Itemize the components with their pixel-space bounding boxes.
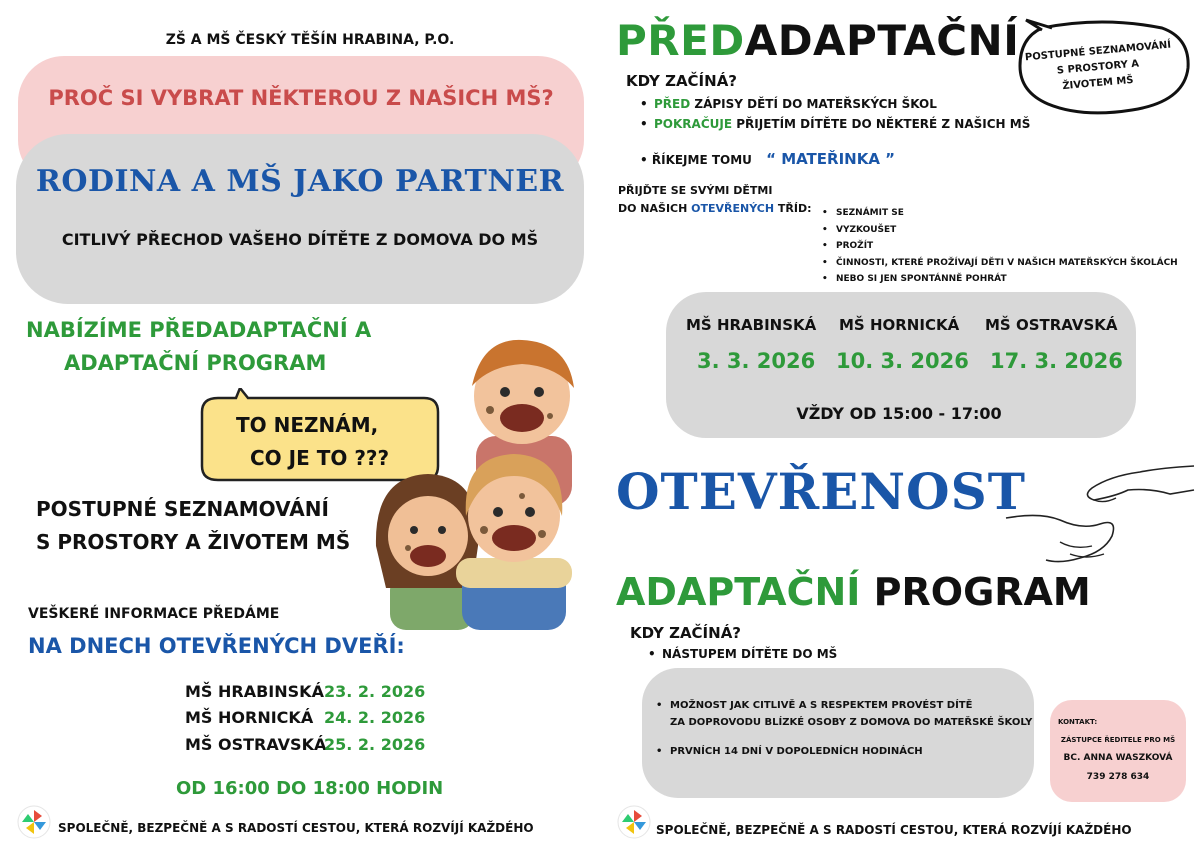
adapt-when: KDY ZAČÍNÁ? <box>630 624 742 642</box>
hands-illustration-icon <box>1000 460 1196 576</box>
session-date: 10. 3. 2026 <box>836 349 969 373</box>
activity-item: • ČINNOSTI, KTERÉ PROŽÍVAJÍ DĚTI V NAŠICH MATEŘSKÝCH ŠKOLÁCH <box>822 255 1178 272</box>
call-it: • ŘÍKEJME TOMU “ MATEŘINKA ” <box>640 150 896 168</box>
pre-title-black: ADAPTAČNÍ <box>744 16 1020 65</box>
family-subtitle: CITLIVÝ PŘECHOD VAŠEHO DÍTĚTE Z DOMOVA DO MŠ <box>61 230 539 249</box>
adapt-box-item: • MOŽNOST JAK CITLIVĚ A S RESPEKTEM PROVÉST DÍTĚ ZA DOPROVODU BLÍZKÉ OSOBY Z DOMOVA DO MATEŘSKÉ ŠKOLY <box>656 697 1032 731</box>
activity-item: • VYZKOUŠET <box>822 222 1178 239</box>
pre-bullet: • PŘED ZÁPISY DĚTÍ DO MATEŘSKÝCH ŠKOL <box>640 94 1030 114</box>
open-day-school: MŠ HRABINSKÁ <box>185 682 324 701</box>
session-school: MŠ HORNICKÁ <box>839 316 960 334</box>
gradual-line-2: S PROSTORY A ŽIVOTEM MŠ <box>36 530 351 554</box>
bubble-line-1: TO NEZNÁM, <box>236 413 379 437</box>
school-name: ZŠ A MŠ ČESKÝ TĚŠÍN HRABINA, P.O. <box>165 32 455 48</box>
activity-item: • PROŽÍT <box>822 238 1178 255</box>
open-day-school: MŠ OSTRAVSKÁ <box>185 735 327 754</box>
pre-when: KDY ZAČÍNÁ? <box>626 72 738 90</box>
session-school: MŠ OSTRAVSKÁ <box>985 316 1118 334</box>
school-logo-icon <box>616 804 652 840</box>
open-day-date: 23. 2. 2026 <box>324 682 426 701</box>
pre-bullets <box>640 94 1030 134</box>
pre-title <box>616 16 1019 65</box>
offer-line-1: NABÍZÍME PŘEDADAPTAČNÍ A <box>26 318 372 342</box>
right-footer: SPOLEČNĚ, BEZPEČNĚ A S RADOSTÍ CESTOU, KTERÁ ROZVÍJÍ KAŽDÉHO <box>656 823 1132 837</box>
adapt-box-list <box>656 697 1032 760</box>
family-title: RODINA A MŠ JAKO PARTNER <box>35 164 565 199</box>
children-illustration-icon <box>372 326 598 632</box>
contact-name: BC. ANNA WASZKOVÁ <box>1063 753 1173 763</box>
openness-title: OTEVŘENOST <box>616 462 1026 521</box>
activities-list <box>822 205 1178 288</box>
open-day-school: MŠ HORNICKÁ <box>185 708 314 727</box>
why-title: PROČ SI VYBRAT NĚKTEROU Z NAŠICH MŠ? <box>48 86 554 110</box>
open-hours: OD 16:00 DO 18:00 HODIN <box>176 778 444 799</box>
session-date: 17. 3. 2026 <box>990 349 1123 373</box>
adapt-bullet: • NÁSTUPEM DÍTĚTE DO MŠ <box>648 647 837 661</box>
session-school: MŠ HRABINSKÁ <box>686 316 817 334</box>
come-line-2: DO NAŠICH OTEVŘENÝCH TŘÍD: <box>618 202 812 215</box>
left-footer: SPOLEČNĚ, BEZPEČNĚ A S RADOSTÍ CESTOU, KTERÁ ROZVÍJÍ KAŽDÉHO <box>58 821 534 835</box>
contact-card <box>1050 700 1186 802</box>
offer-line-2: ADAPTAČNÍ PROGRAM <box>64 351 327 375</box>
gradual-line-1: POSTUPNÉ SEZNAMOVÁNÍ <box>36 497 329 521</box>
activity-item: • SEZNÁMIT SE <box>822 205 1178 222</box>
info-intro: VEŠKERÉ INFORMACE PŘEDÁME <box>28 606 280 622</box>
family-pill <box>16 134 584 304</box>
speech-line-1: POSTUPNÉ SEZNAMOVÁNÍ <box>1024 39 1172 64</box>
open-day-date: 24. 2. 2026 <box>324 708 426 727</box>
speech-line-3: ŽIVOTEM MŠ <box>1062 74 1134 93</box>
bubble-line-2: CO JE TO ??? <box>250 446 390 470</box>
school-logo-icon <box>16 804 52 840</box>
speech-line-2: S PROSTORY A <box>1056 58 1140 77</box>
pre-title-green: PŘED <box>616 16 745 65</box>
come-line-1: PŘIJĎTE SE SVÝMI DĚTMI <box>618 184 773 197</box>
contact-role: ZÁSTUPCE ŘEDITELE PRO MŠ <box>1060 736 1176 744</box>
sessions-time: VŽDY OD 15:00 - 17:00 <box>796 404 1002 423</box>
pre-bullet: • POKRAČUJE PŘIJETÍM DÍTĚTE DO NĚKTERÉ Z NAŠICH MŠ <box>640 114 1030 134</box>
info-title: NA DNECH OTEVŘENÝCH DVEŘÍ: <box>28 634 405 658</box>
session-date: 3. 3. 2026 <box>697 349 816 373</box>
contact-label: KONTAKT: <box>1058 718 1098 726</box>
activity-item: • NEBO SI JEN SPONTÁNNĚ POHRÁT <box>822 271 1178 288</box>
adapt-bullets <box>648 647 837 661</box>
adapt-title: ADAPTAČNÍ PROGRAM <box>616 570 1091 614</box>
contact-phone: 739 278 634 <box>1086 772 1150 782</box>
open-day-date: 25. 2. 2026 <box>324 735 426 754</box>
adapt-box-item: • PRVNÍCH 14 DNÍ V DOPOLEDNÍCH HODINÁCH <box>656 743 1032 760</box>
